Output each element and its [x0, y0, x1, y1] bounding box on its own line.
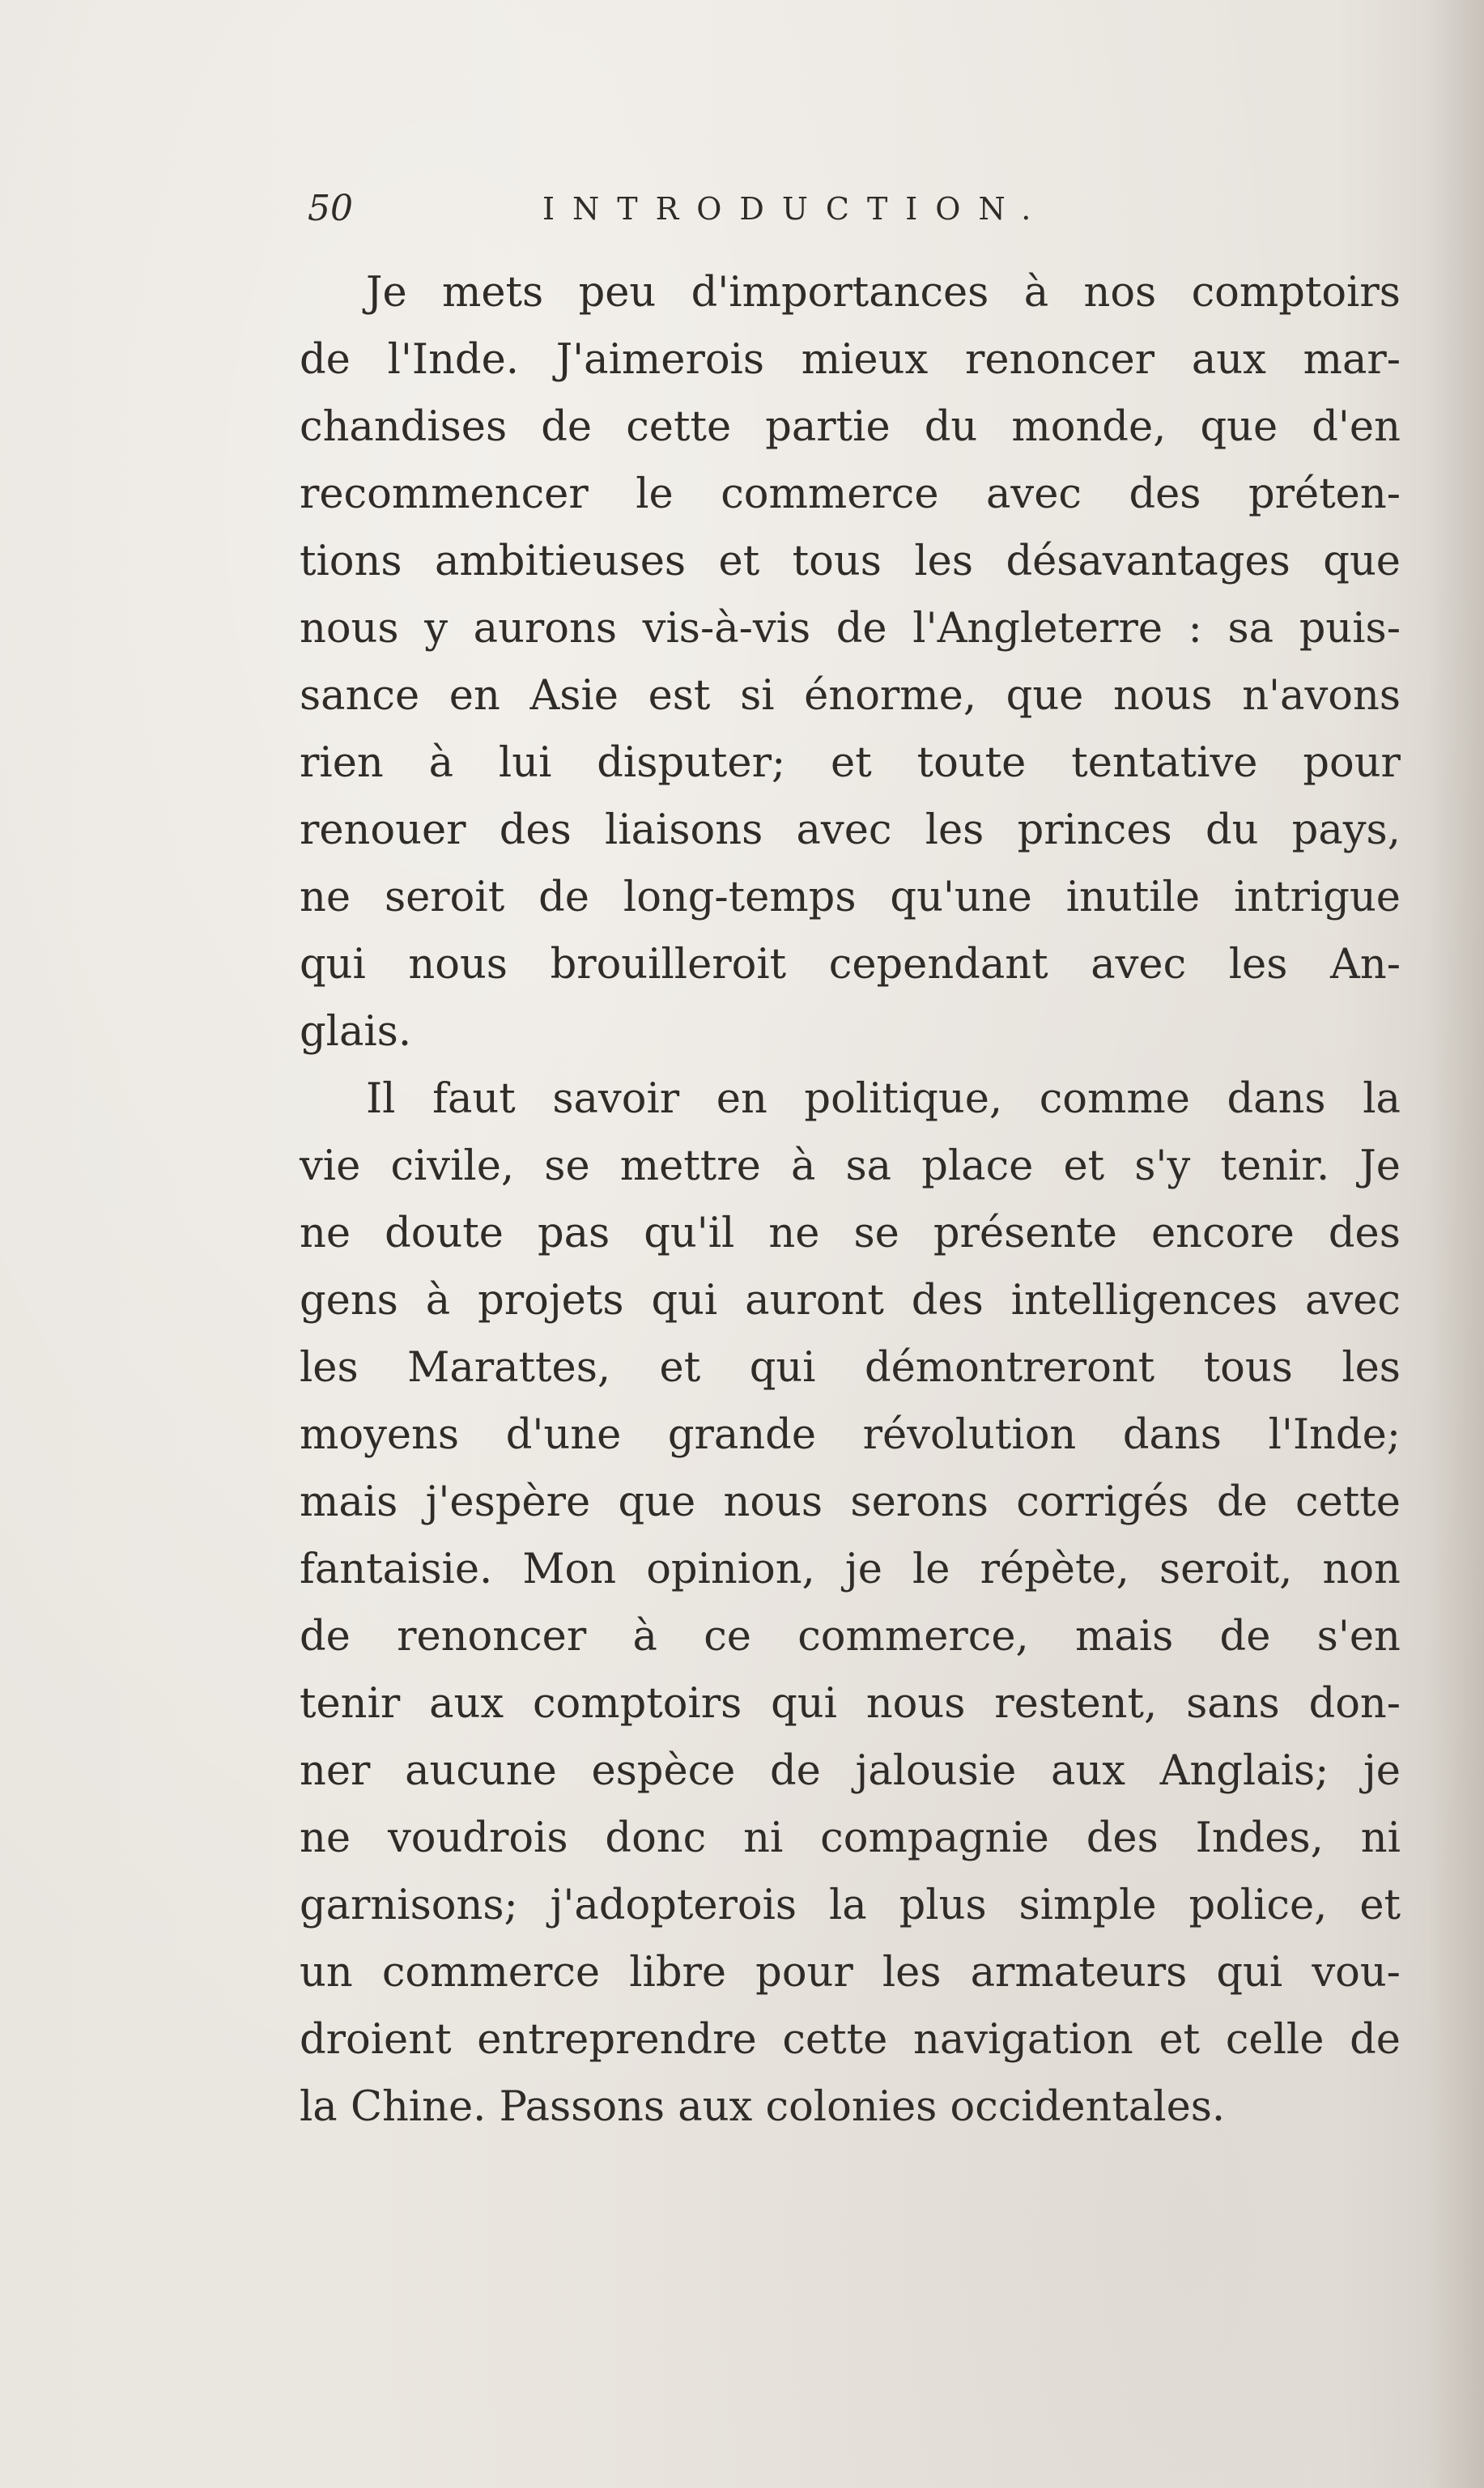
word: sa	[1227, 605, 1274, 653]
word: grande	[667, 1411, 817, 1459]
word: seroit	[384, 874, 505, 921]
word: armateurs	[970, 1949, 1188, 1997]
word: renouer	[300, 806, 466, 854]
text-line	[300, 1939, 1401, 2006]
word: puis-	[1299, 605, 1401, 653]
word: place	[921, 1142, 1034, 1190]
word: répète,	[980, 1546, 1129, 1593]
word: de	[836, 605, 887, 653]
word: en	[449, 672, 500, 720]
word: et	[831, 739, 872, 787]
word: ne	[768, 1210, 820, 1257]
word: monde,	[1011, 403, 1167, 451]
word: qui	[300, 941, 366, 989]
word: sans	[1186, 1680, 1280, 1728]
text-line	[300, 1670, 1401, 1737]
word: cette	[626, 403, 732, 451]
word: si	[740, 672, 775, 720]
word: non	[1322, 1546, 1401, 1593]
word: les	[882, 1949, 942, 1997]
word: tenir	[300, 1680, 401, 1728]
word: commerce	[381, 1949, 601, 1997]
word: don-	[1308, 1680, 1401, 1728]
text-line	[300, 393, 1401, 461]
word: le	[636, 470, 674, 518]
text-line	[300, 259, 1401, 326]
word: comptoirs	[1191, 269, 1401, 317]
word: dans	[1122, 1411, 1222, 1459]
word: qui	[771, 1680, 837, 1728]
word: vou-	[1312, 1949, 1401, 1997]
word: colonies	[765, 2083, 938, 2131]
word: du	[924, 403, 978, 451]
word: qui	[651, 1277, 718, 1325]
word: mettre	[619, 1142, 761, 1190]
running-head: INTRODUCTION.	[542, 191, 1049, 227]
word: politique,	[804, 1075, 1003, 1123]
word: n'avons	[1242, 672, 1401, 720]
word: à	[1023, 269, 1049, 317]
text-line	[300, 2073, 1401, 2141]
word: des	[1086, 1814, 1159, 1862]
word: inutile	[1065, 874, 1201, 921]
word: princes	[1017, 806, 1172, 854]
word: l'Angleterre	[912, 605, 1163, 653]
text-line	[300, 1065, 1401, 1133]
word: projets	[478, 1277, 624, 1325]
word: commerce,	[797, 1613, 1029, 1661]
word: aux	[678, 2083, 753, 2131]
word: préten-	[1248, 470, 1401, 518]
word: et	[659, 1344, 701, 1392]
word: long-temps	[623, 874, 857, 921]
word: qui	[749, 1344, 816, 1392]
word: les	[925, 806, 984, 854]
text-line	[300, 864, 1401, 931]
word: nous	[300, 605, 399, 653]
word: disputer;	[597, 739, 786, 787]
word: ni	[743, 1814, 784, 1862]
word: j'adopterois	[550, 1882, 797, 1929]
word: du	[1205, 806, 1259, 854]
word: ne	[300, 1814, 351, 1862]
word: vis-à-vis	[642, 605, 811, 653]
word: qu'il	[644, 1210, 735, 1257]
word: révolution	[862, 1411, 1077, 1459]
page-header	[308, 185, 1425, 233]
word: à	[425, 1277, 451, 1325]
text-line	[300, 1133, 1401, 1200]
text-line	[300, 797, 1401, 864]
word: aux	[1050, 1747, 1125, 1795]
word: recommencer	[300, 470, 589, 518]
word: comptoirs	[532, 1680, 742, 1728]
word: de	[300, 336, 351, 384]
word: simple	[1018, 1882, 1157, 1929]
word: de	[770, 1747, 821, 1795]
word: tous	[792, 538, 882, 585]
word: jalousie	[855, 1747, 1017, 1795]
page-spine-shadow	[1427, 0, 1484, 2488]
word: j'espère	[425, 1478, 591, 1526]
word: intrigue	[1233, 874, 1401, 921]
word: ambitieuses	[434, 538, 687, 585]
word: aux	[429, 1680, 504, 1728]
word: rien	[300, 739, 384, 787]
word: mieux	[801, 336, 929, 384]
word: fantaisie.	[300, 1546, 493, 1593]
word: des	[911, 1277, 984, 1325]
word: pays,	[1291, 806, 1401, 854]
paragraph	[300, 259, 1401, 1065]
word: Mon	[522, 1546, 617, 1593]
word: voudrois	[387, 1814, 568, 1862]
text-line	[300, 528, 1401, 595]
word: libre	[629, 1949, 727, 1997]
word: compagnie	[820, 1814, 1049, 1862]
word: ne	[300, 1210, 351, 1257]
word: et	[718, 538, 760, 585]
word: d'une	[505, 1411, 622, 1459]
word: de	[1216, 1478, 1268, 1526]
word: tenir.	[1220, 1142, 1330, 1190]
word: Je	[366, 269, 407, 317]
word: vie	[300, 1142, 361, 1190]
word: savoir	[552, 1075, 680, 1123]
word: s'en	[1316, 1613, 1401, 1661]
word: désavantages	[1006, 538, 1291, 585]
word: la	[1363, 1075, 1401, 1123]
word: An-	[1330, 941, 1401, 989]
word: se	[853, 1210, 899, 1257]
word: d'importances	[691, 269, 989, 317]
word: pas	[537, 1210, 610, 1257]
word: comme	[1039, 1075, 1190, 1123]
text-line	[300, 1737, 1401, 1805]
word: de	[541, 403, 593, 451]
word: se	[544, 1142, 590, 1190]
word: de	[538, 874, 589, 921]
text-line	[300, 931, 1401, 998]
word: glais.	[300, 1008, 412, 1056]
word: à	[790, 1142, 816, 1190]
word: encore	[1150, 1210, 1295, 1257]
word: cette	[782, 2016, 888, 2064]
word: peu	[578, 269, 657, 317]
word: cette	[1295, 1478, 1401, 1526]
text-line	[300, 1603, 1401, 1670]
word: des	[499, 806, 572, 854]
word: mar-	[1303, 336, 1401, 384]
word: démontreront	[864, 1344, 1155, 1392]
word: aurons	[473, 605, 618, 653]
paragraph	[300, 1065, 1401, 2141]
word: avec	[1305, 1277, 1401, 1325]
word: à	[632, 1613, 657, 1661]
page-number: 50	[308, 188, 353, 229]
word: donc	[605, 1814, 707, 1862]
word: opinion,	[646, 1546, 815, 1593]
text-line	[300, 1401, 1401, 1469]
word: les	[914, 538, 974, 585]
word: tions	[300, 538, 402, 585]
text-line	[300, 595, 1401, 662]
text-line	[300, 998, 1401, 1065]
word: nous	[1112, 672, 1213, 720]
word: je	[844, 1546, 882, 1593]
word: Asie	[529, 672, 619, 720]
word: Indes,	[1195, 1814, 1324, 1862]
word: lui	[498, 739, 552, 787]
word: et	[1359, 1882, 1401, 1929]
word: espèce	[591, 1747, 736, 1795]
word: Marattes,	[407, 1344, 611, 1392]
text-line	[300, 1469, 1401, 1536]
word: ce	[704, 1613, 751, 1661]
word: de	[300, 1613, 351, 1661]
word: d'en	[1312, 403, 1401, 451]
word: partie	[765, 403, 891, 451]
word: navigation	[912, 2016, 1133, 2064]
word: que	[1200, 403, 1278, 451]
word: et	[1063, 1142, 1105, 1190]
word: ne	[300, 874, 351, 921]
word: Passons	[499, 2083, 665, 2131]
word: toute	[916, 739, 1027, 787]
word: l'Inde.	[387, 336, 519, 384]
word: ni	[1360, 1814, 1401, 1862]
word: mets	[442, 269, 544, 317]
word: droient	[300, 2016, 452, 2064]
word: est	[648, 672, 711, 720]
word: auront	[745, 1277, 884, 1325]
word: aucune	[405, 1747, 557, 1795]
word: occidentales.	[950, 2083, 1226, 2131]
text-line	[300, 662, 1401, 729]
word: entreprendre	[477, 2016, 757, 2064]
word: sance	[300, 672, 420, 720]
word: et	[1159, 2016, 1201, 2064]
word: renoncer	[964, 336, 1155, 384]
word: gens	[300, 1277, 398, 1325]
word: restent,	[994, 1680, 1158, 1728]
text-line	[300, 1805, 1401, 1872]
word: les	[1228, 941, 1288, 989]
word: liaisons	[605, 806, 763, 854]
word: dans	[1227, 1075, 1326, 1123]
text-line	[300, 729, 1401, 797]
text-line	[300, 461, 1401, 528]
text-line	[300, 326, 1401, 393]
word: Chine.	[350, 2083, 487, 2131]
word: faut	[432, 1075, 516, 1123]
word: y	[424, 605, 449, 653]
word: un	[300, 1949, 353, 1997]
word: s'y	[1134, 1142, 1191, 1190]
word: je	[1363, 1747, 1401, 1795]
word: que	[618, 1478, 696, 1526]
word: brouilleroit	[550, 941, 787, 989]
word: à	[428, 739, 454, 787]
word: le	[912, 1546, 950, 1593]
word: corrigés	[1016, 1478, 1189, 1526]
word: ner	[300, 1747, 371, 1795]
word: J'aimerois	[555, 336, 765, 384]
word: l'Inde;	[1268, 1411, 1401, 1459]
body-text	[300, 259, 1401, 2141]
word: les	[1342, 1344, 1401, 1392]
word: des	[1129, 470, 1201, 518]
text-line	[300, 2006, 1401, 2073]
word: pour	[755, 1949, 853, 1997]
word: nous	[865, 1680, 966, 1728]
text-line	[300, 1872, 1401, 1939]
word: que	[1323, 538, 1401, 585]
word: Il	[366, 1075, 396, 1123]
word: :	[1188, 605, 1202, 653]
word: les	[300, 1344, 359, 1392]
word: Je	[1359, 1142, 1401, 1190]
word: police,	[1188, 1882, 1328, 1929]
text-line	[300, 1267, 1401, 1334]
word: pour	[1303, 739, 1401, 787]
word: serons	[850, 1478, 989, 1526]
word: avec	[986, 470, 1082, 518]
word: nos	[1083, 269, 1157, 317]
word: présente	[933, 1210, 1117, 1257]
word: garnisons;	[300, 1882, 518, 1929]
word: sa	[845, 1142, 892, 1190]
word: cependant	[828, 941, 1048, 989]
word: Anglais;	[1159, 1747, 1329, 1795]
word: énorme,	[804, 672, 977, 720]
word: avec	[1091, 941, 1187, 989]
word: moyens	[300, 1411, 460, 1459]
word: la	[300, 2083, 338, 2131]
word: aux	[1191, 336, 1266, 384]
word: renoncer	[397, 1613, 587, 1661]
text-line	[300, 1200, 1401, 1267]
word: des	[1328, 1210, 1401, 1257]
word: nous	[408, 941, 508, 989]
word: commerce	[721, 470, 939, 518]
word: plus	[899, 1882, 987, 1929]
word: de	[1219, 1613, 1271, 1661]
word: civile,	[390, 1142, 515, 1190]
word: seroit,	[1159, 1546, 1293, 1593]
word: que	[1006, 672, 1084, 720]
word: doute	[385, 1210, 504, 1257]
word: mais	[1075, 1613, 1174, 1661]
word: intelligences	[1010, 1277, 1278, 1325]
word: nous	[723, 1478, 823, 1526]
text-line	[300, 1536, 1401, 1603]
word: mais	[300, 1478, 398, 1526]
word: chandises	[300, 403, 508, 451]
word: tous	[1203, 1344, 1293, 1392]
word: avec	[796, 806, 892, 854]
word: qu'une	[890, 874, 1032, 921]
text-line	[300, 1334, 1401, 1401]
word: celle	[1225, 2016, 1325, 2064]
word: de	[1350, 2016, 1401, 2064]
word: en	[716, 1075, 768, 1123]
word: qui	[1216, 1949, 1283, 1997]
word: la	[829, 1882, 867, 1929]
word: tentative	[1071, 739, 1258, 787]
